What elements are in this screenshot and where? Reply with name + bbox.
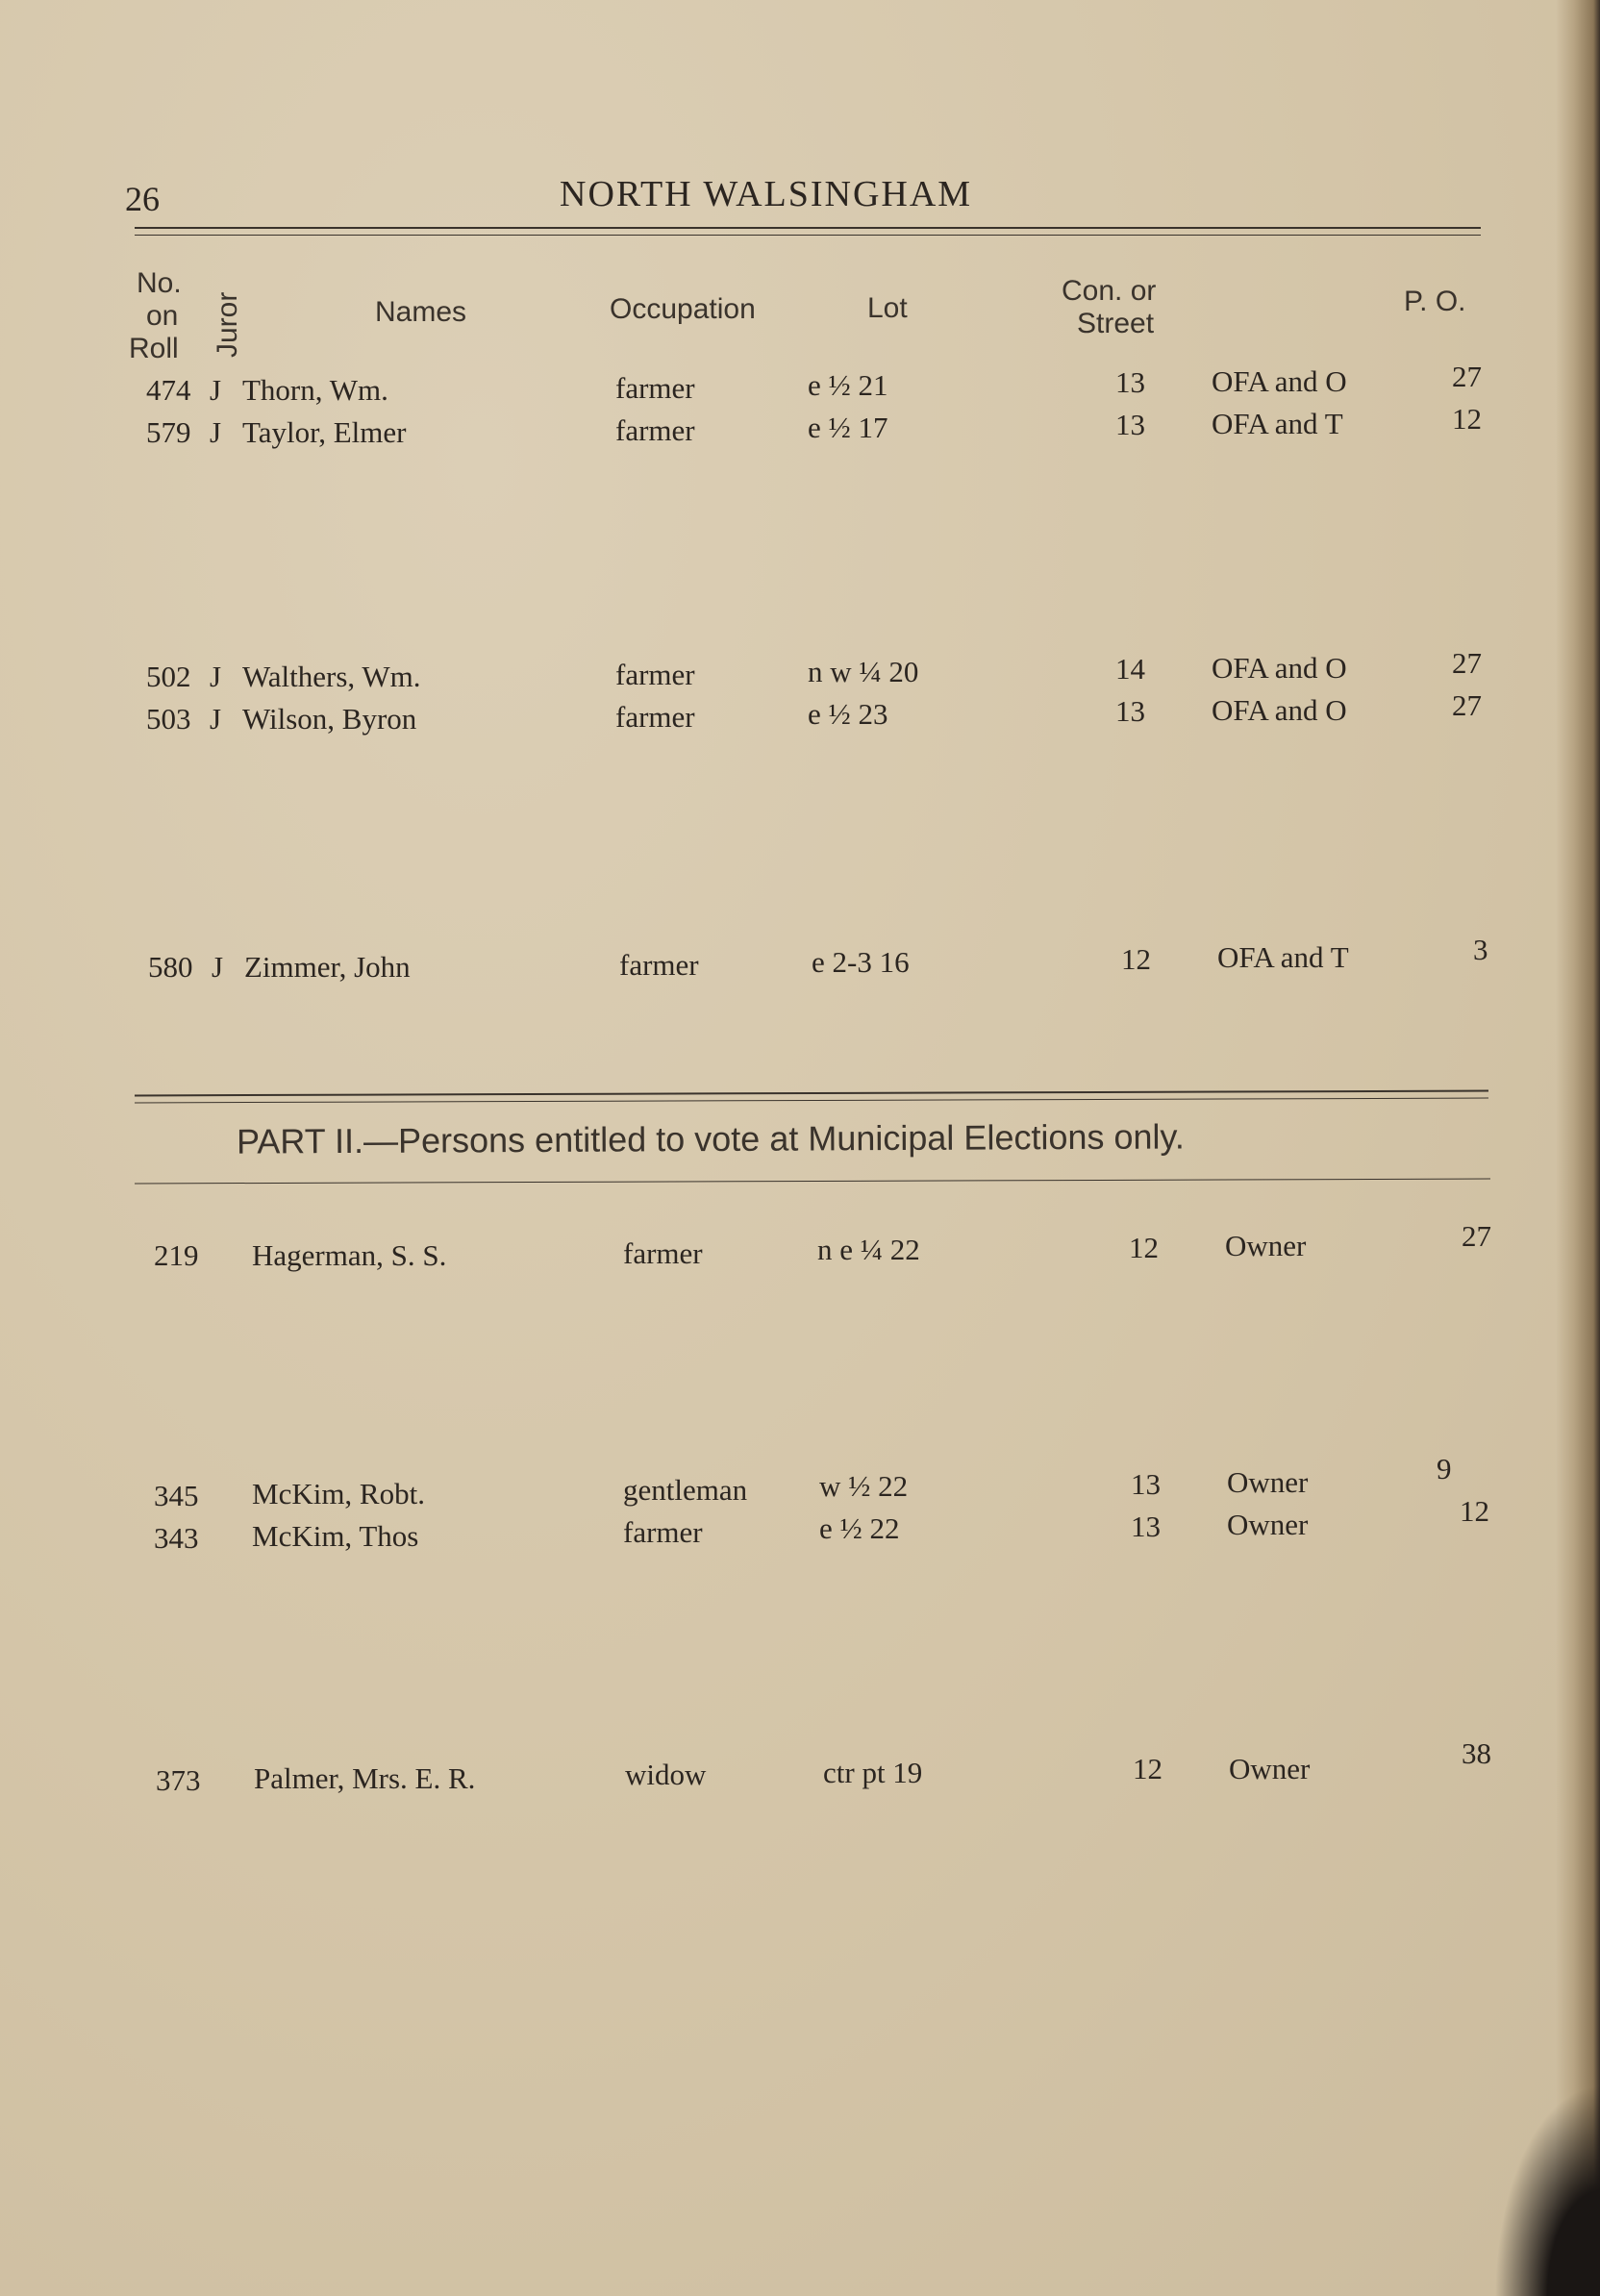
- header-lot: Lot: [867, 292, 908, 324]
- roll-number: 580: [148, 950, 193, 984]
- occupation: widow: [625, 1758, 707, 1791]
- lot: ctr pt 19: [823, 1756, 923, 1789]
- voter-name: McKim, Thos: [252, 1519, 419, 1553]
- concession: 13: [1115, 694, 1145, 728]
- occupation: gentleman: [623, 1473, 748, 1507]
- status: OFA and O: [1212, 364, 1347, 398]
- page-title: NORTH WALSINGHAM: [560, 174, 973, 214]
- occupation: farmer: [615, 658, 695, 691]
- part2-heading: PART II.—Persons entitled to vote at Municipal Elections only.: [236, 1116, 1185, 1161]
- juror-mark: J: [210, 415, 222, 449]
- roll-number: 219: [154, 1238, 199, 1272]
- post-office: 27: [1462, 1219, 1491, 1253]
- voter-name: Palmer, Mrs. E. R.: [254, 1761, 476, 1795]
- post-office: 9: [1437, 1452, 1452, 1485]
- occupation: farmer: [623, 1236, 703, 1270]
- status: Owner: [1227, 1508, 1309, 1541]
- voter-name: Hagerman, S. S.: [252, 1238, 447, 1272]
- header-rule-top: [135, 227, 1481, 229]
- voter-name: Zimmer, John: [244, 950, 411, 984]
- voter-name: Walthers, Wm.: [242, 660, 421, 693]
- header-no-line2: on: [146, 300, 179, 332]
- lot: n w ¼ 20: [808, 655, 919, 688]
- header-names: Names: [375, 296, 467, 328]
- juror-mark: J: [210, 702, 222, 736]
- roll-number: 373: [156, 1763, 201, 1797]
- status: OFA and O: [1212, 651, 1347, 685]
- occupation: farmer: [615, 371, 695, 405]
- post-office: 12: [1452, 402, 1482, 436]
- concession: 13: [1115, 365, 1145, 399]
- voter-name: Wilson, Byron: [242, 702, 417, 736]
- status: OFA and T: [1217, 940, 1349, 974]
- header-po: P. O.: [1404, 286, 1466, 317]
- concession: 13: [1115, 408, 1145, 441]
- header-occupation: Occupation: [610, 293, 756, 325]
- page-number: 26: [125, 180, 160, 218]
- occupation: farmer: [615, 413, 695, 447]
- roll-number: 474: [146, 373, 191, 407]
- voter-name: McKim, Robt.: [252, 1477, 425, 1510]
- page-edge-shadow: [1556, 0, 1600, 2296]
- lot: e ½ 23: [808, 697, 888, 731]
- juror-mark: J: [210, 660, 222, 693]
- concession: 14: [1115, 652, 1145, 686]
- occupation: farmer: [615, 700, 695, 734]
- concession: 13: [1131, 1467, 1161, 1501]
- header-no-line1: No.: [137, 267, 182, 299]
- roll-number: 579: [146, 415, 191, 449]
- status: Owner: [1225, 1229, 1307, 1262]
- lot: e 2-3 16: [812, 945, 910, 979]
- concession: 13: [1131, 1510, 1161, 1543]
- post-office: 27: [1452, 646, 1482, 680]
- juror-mark: J: [212, 950, 224, 984]
- post-office: 38: [1462, 1736, 1491, 1770]
- status: Owner: [1227, 1465, 1309, 1499]
- lot: w ½ 22: [819, 1469, 909, 1503]
- status: Owner: [1229, 1752, 1311, 1785]
- occupation: farmer: [619, 948, 699, 982]
- header-rule-bottom: [135, 235, 1481, 236]
- header-no-line3: Roll: [129, 333, 179, 364]
- post-office: 27: [1452, 688, 1482, 722]
- concession: 12: [1121, 942, 1151, 976]
- status: OFA and T: [1212, 407, 1343, 440]
- lot: e ½ 17: [808, 411, 888, 444]
- voter-name: Thorn, Wm.: [242, 373, 388, 407]
- post-office: 12: [1460, 1494, 1489, 1528]
- post-office: 3: [1473, 933, 1488, 966]
- post-office: 27: [1452, 360, 1482, 393]
- lot: e ½ 22: [819, 1511, 900, 1545]
- roll-number: 345: [154, 1479, 199, 1512]
- lot: n e ¼ 22: [817, 1233, 920, 1266]
- status: OFA and O: [1212, 693, 1347, 727]
- voter-name: Taylor, Elmer: [242, 415, 407, 449]
- concession: 12: [1133, 1752, 1162, 1785]
- roll-number: 343: [154, 1521, 199, 1555]
- juror-mark: J: [210, 373, 222, 407]
- concession: 12: [1129, 1231, 1159, 1264]
- roll-number: 503: [146, 702, 191, 736]
- page-corner-shadow: [1494, 2084, 1600, 2296]
- roll-number: 502: [146, 660, 191, 693]
- header-con-line1: Con. or: [1062, 275, 1157, 307]
- lot: e ½ 21: [808, 368, 888, 402]
- occupation: farmer: [623, 1515, 703, 1549]
- header-juror: Juror: [212, 291, 243, 358]
- header-con-line2: Street: [1077, 308, 1155, 339]
